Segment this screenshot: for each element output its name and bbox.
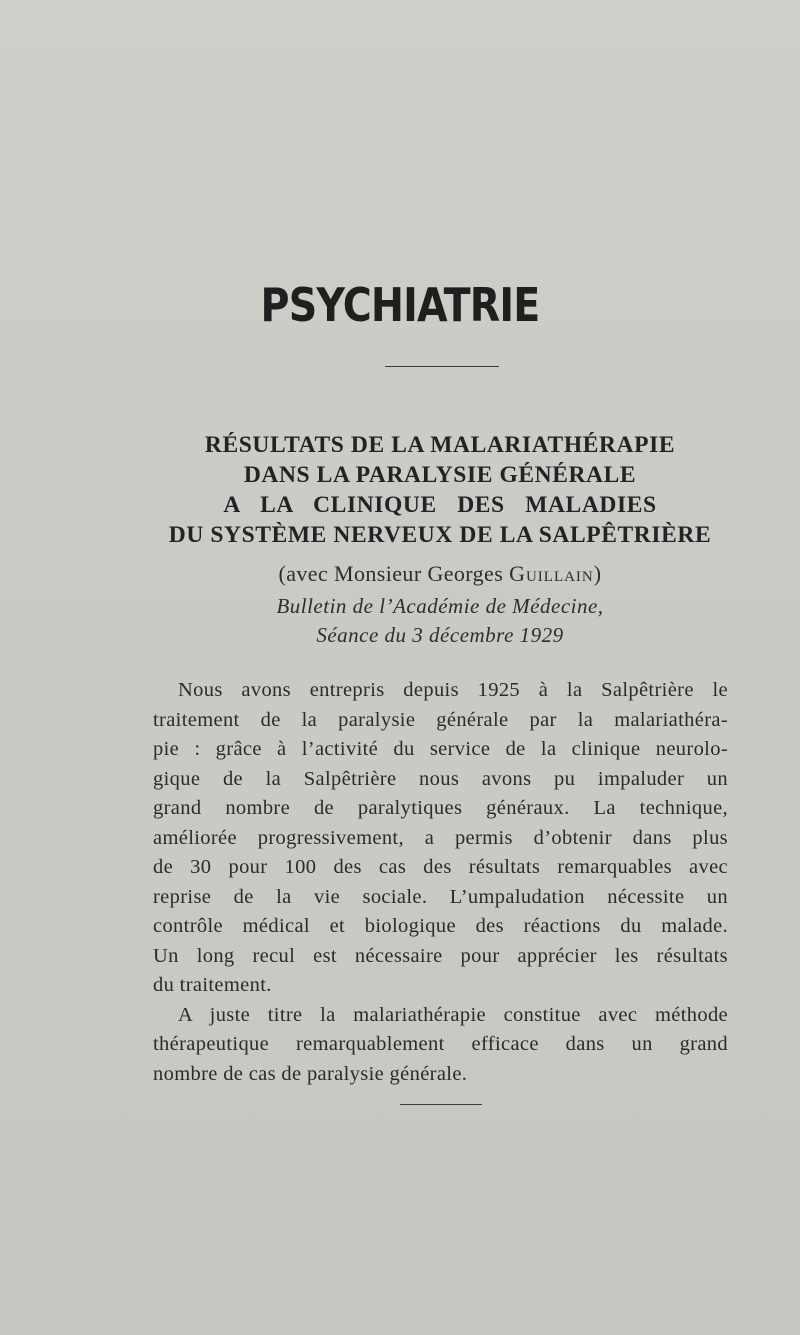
paragraph-line: gique de la Salpêtrière nous avons pu impaluder un xyxy=(153,767,728,790)
paragraph-line: thérapeutique remarquablement efficace dans un grand xyxy=(153,1033,728,1055)
article-title-line: A LA CLINIQUE DES MALADIES xyxy=(223,492,657,518)
article-title xyxy=(140,430,740,550)
paragraph-line: pie : grâce à l’activité du service de la clinique neurolo- xyxy=(153,738,728,760)
title-divider xyxy=(385,366,499,367)
end-divider xyxy=(400,1104,482,1105)
citation xyxy=(140,592,740,650)
section-title: PSYCHIATRIE xyxy=(260,278,540,332)
article-title-line: RÉSULTATS DE LA MALARIATHÉRAPIE xyxy=(204,432,676,458)
citation-journal: Bulletin de l’Académie de Médecine, xyxy=(276,594,604,618)
paragraph-line: nombre de cas de paralysie générale. xyxy=(153,1062,468,1085)
paragraph-line: du traitement. xyxy=(153,974,272,996)
paragraph-line: de 30 pour 100 des cas des résultats remarquables avec xyxy=(153,856,728,878)
coauthor-suffix: ) xyxy=(593,561,602,586)
paragraph-line: contrôle médical et biologique des réactions du malade. xyxy=(153,915,728,937)
body-text xyxy=(153,676,728,1089)
citation-session: Séance du 3 décembre 1929 xyxy=(316,623,564,647)
paragraph-line: traitement de la paralysie générale par la malariathéra- xyxy=(153,708,728,731)
paragraph-line: Un long recul est nécessaire pour apprécier les résultats xyxy=(153,944,728,967)
article-title-line: DU SYSTÈME NERVEUX DE LA SALPÊTRIÈRE xyxy=(168,522,712,548)
paragraph-line: reprise de la vie sociale. L’umpaludation nécessite un xyxy=(153,885,728,908)
paragraph-line: Nous avons entrepris depuis 1925 à la Salpêtrière le xyxy=(178,679,728,701)
article-title-line: DANS LA PARALYSIE GÉNÉRALE xyxy=(243,462,637,488)
paragraph-line: A juste titre la malariathérapie constitue avec méthode xyxy=(178,1003,728,1026)
coauthor-name: Guillain xyxy=(509,561,594,586)
coauthor-prefix: (avec Monsieur Georges xyxy=(278,561,510,586)
paragraph-line: grand nombre de paralytiques généraux. La technique, xyxy=(153,797,728,819)
paragraph-line: améliorée progressivement, a permis d’obtenir dans plus xyxy=(153,826,728,849)
coauthor-line xyxy=(140,559,740,589)
